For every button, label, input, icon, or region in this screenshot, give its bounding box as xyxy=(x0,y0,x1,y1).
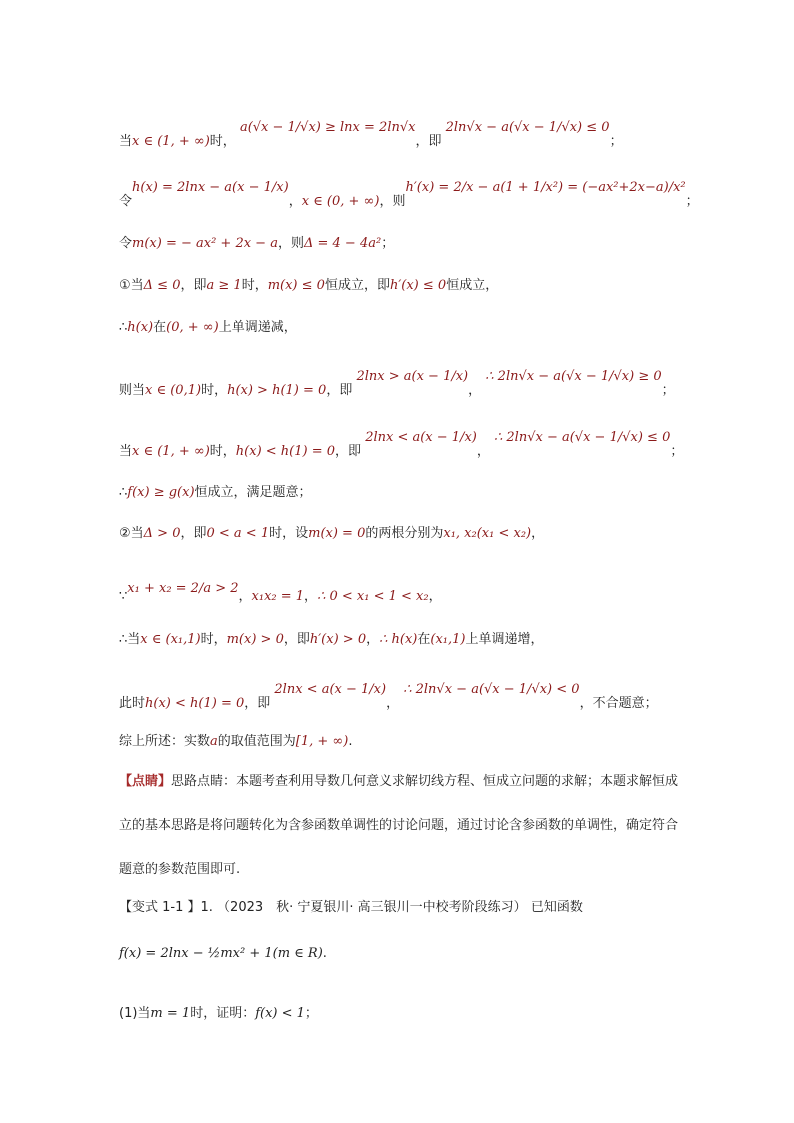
variant-label: 【变式 1-1 】1. xyxy=(119,900,213,915)
line-3 xyxy=(119,235,394,253)
text: ； xyxy=(670,444,684,459)
math: Δ = 4 − 4a² xyxy=(303,236,382,251)
line-13 xyxy=(119,733,352,751)
math: h′(x) = 2/x − a(1 + 1/x²) = (−ax²+2x−a)/x² xyxy=(405,180,686,195)
text: 则当 xyxy=(119,383,146,398)
text: ①当 xyxy=(119,278,144,293)
math: x₁x₂ = 1 xyxy=(251,589,305,604)
text: ； xyxy=(685,194,699,209)
math: ∴ 0 < x₁ < 1 < x₂ xyxy=(317,589,429,604)
text: ，则 xyxy=(277,236,304,251)
text: 此时 xyxy=(119,696,146,711)
math: a(√x − 1/√x) ≥ lnx = 2ln√x xyxy=(239,120,416,135)
line-10 xyxy=(119,581,442,606)
math: 0 < a < 1 xyxy=(206,526,270,541)
text: ， xyxy=(531,526,545,541)
text: ∵ xyxy=(119,589,128,604)
text: ∴ xyxy=(119,320,128,335)
text: ②当 xyxy=(119,526,144,541)
line-6 xyxy=(119,369,675,400)
text: 恒成立，即 xyxy=(324,278,390,293)
math: x ∈ (1, + ∞) xyxy=(132,134,210,149)
math: h′(x) > 0 xyxy=(309,632,367,647)
text: 综上所述：实数 xyxy=(119,734,211,749)
math: ∴ 2ln√x − a(√x − 1/√x) < 0 xyxy=(403,682,580,697)
math: ∴ 2ln√x − a(√x − 1/√x) ≤ 0 xyxy=(494,430,671,445)
math: m(x) = − ax² + 2x − a xyxy=(132,236,278,251)
line-4 xyxy=(119,277,498,295)
text: (1)当 xyxy=(119,1006,151,1021)
line-7 xyxy=(119,430,684,461)
text: ， xyxy=(366,632,380,647)
math: m = 1 xyxy=(150,1006,191,1021)
math: 2ln√x − a(√x − 1/√x) ≤ 0 xyxy=(445,120,610,135)
variant-formula-line xyxy=(119,945,327,963)
math: h(x) < h(1) = 0 xyxy=(235,444,336,459)
text: ， xyxy=(468,383,482,398)
text: 时， xyxy=(201,383,228,398)
text: 时，证明： xyxy=(190,1006,256,1021)
text: . xyxy=(322,946,327,961)
line-11 xyxy=(119,631,544,649)
math: ∴ 2ln√x − a(√x − 1/√x) ≥ 0 xyxy=(485,369,662,384)
text: ， xyxy=(476,444,490,459)
math: f(x) < 1 xyxy=(255,1006,305,1021)
text: ，即 xyxy=(326,383,353,398)
text: ， xyxy=(238,589,252,604)
text: ， xyxy=(428,589,442,604)
text: ， xyxy=(288,194,302,209)
comment-label: 【点睛】 xyxy=(119,774,172,789)
math: 2lnx < a(x − 1/x) xyxy=(365,430,477,445)
math: 2lnx > a(x − 1/x) xyxy=(356,369,469,384)
question-1 xyxy=(119,1005,318,1023)
math: m(x) = 0 xyxy=(308,526,366,541)
text: 令 xyxy=(119,194,133,209)
math: h(x) xyxy=(127,320,154,335)
math: x ∈ (x₁,1) xyxy=(140,632,201,647)
text: ，则 xyxy=(379,194,406,209)
line-9 xyxy=(119,525,544,543)
math: [1, + ∞) xyxy=(295,734,349,749)
text: 令 xyxy=(119,236,133,251)
text: ，即 xyxy=(283,632,310,647)
text: 当 xyxy=(119,444,133,459)
text: ，不合题意； xyxy=(579,696,658,711)
text: 时， xyxy=(200,632,227,647)
math: x ∈ (1, + ∞) xyxy=(132,444,210,459)
text: 时， xyxy=(209,444,236,459)
text: ∴ xyxy=(119,485,128,500)
text: ； xyxy=(381,236,395,251)
math: Δ ≤ 0 xyxy=(143,278,181,293)
line-8 xyxy=(119,484,312,502)
text: ，即 xyxy=(415,134,442,149)
math: a ≥ 1 xyxy=(206,278,242,293)
variant-source: （2023 秋· 宁夏银川· 高三银川一中校考阶段练习） xyxy=(217,900,527,915)
comment-paragraph xyxy=(119,760,679,892)
math: m(x) ≤ 0 xyxy=(267,278,325,293)
variant-header xyxy=(119,899,583,917)
variant-formula: f(x) = 2lnx − ½mx² + 1(m ∈ R) xyxy=(119,946,323,961)
text: 时， xyxy=(209,134,236,149)
text: 上单调递减， xyxy=(218,320,297,335)
line-12 xyxy=(119,682,658,713)
text: 在 xyxy=(417,632,431,647)
text: 时，设 xyxy=(269,526,309,541)
text: ，即 xyxy=(244,696,271,711)
text: ，即 xyxy=(180,278,207,293)
math: a xyxy=(210,734,218,749)
math: 2lnx < a(x − 1/x) xyxy=(274,682,387,697)
text: 恒成立，满足题意； xyxy=(194,485,312,500)
variant-text: 已知函数 xyxy=(530,900,583,915)
line-2 xyxy=(119,180,699,211)
math: f(x) ≥ g(x) xyxy=(127,485,195,500)
math: x ∈ (0, + ∞) xyxy=(301,194,380,209)
text: 的两根分别为 xyxy=(365,526,444,541)
math: Δ > 0 xyxy=(143,526,181,541)
math: x₁, x₂(x₁ < x₂) xyxy=(443,526,532,541)
text: ； xyxy=(661,383,675,398)
text: ； xyxy=(304,1006,318,1021)
math: m(x) > 0 xyxy=(226,632,284,647)
text: ， xyxy=(386,696,400,711)
text: 上单调递增， xyxy=(465,632,544,647)
comment-text: 思路点睛：本题考查利用导数几何意义求解切线方程、恒成立问题的求解；本题求解恒成立的基本思路是将问题转化为含参函数单调性的讨论问题，通过讨论含参函数的单调性，确定符合题意的参数范围即可. xyxy=(119,774,679,877)
text: ∴当 xyxy=(119,632,141,647)
text: 当 xyxy=(119,134,133,149)
text: 在 xyxy=(153,320,167,335)
text: 时， xyxy=(241,278,268,293)
math: x₁ + x₂ = 2/a > 2 xyxy=(127,581,239,596)
text: . xyxy=(348,734,353,749)
text: ，即 xyxy=(335,444,362,459)
math: h(x) < h(1) = 0 xyxy=(145,696,245,711)
line-5 xyxy=(119,319,297,337)
math: ∴ h(x) xyxy=(379,632,418,647)
text: ； xyxy=(609,134,623,149)
text: ，即 xyxy=(180,526,207,541)
line-1 xyxy=(119,120,623,151)
math: (0, + ∞) xyxy=(166,320,219,335)
math: (x₁,1) xyxy=(430,632,466,647)
text: 恒成立， xyxy=(446,278,499,293)
text: ， xyxy=(304,589,318,604)
math: h′(x) ≤ 0 xyxy=(389,278,447,293)
math: x ∈ (0,1) xyxy=(145,383,202,398)
text: 的取值范围为 xyxy=(217,734,296,749)
math: h(x) > h(1) = 0 xyxy=(227,383,327,398)
math: h(x) = 2lnx − a(x − 1/x) xyxy=(132,180,289,195)
